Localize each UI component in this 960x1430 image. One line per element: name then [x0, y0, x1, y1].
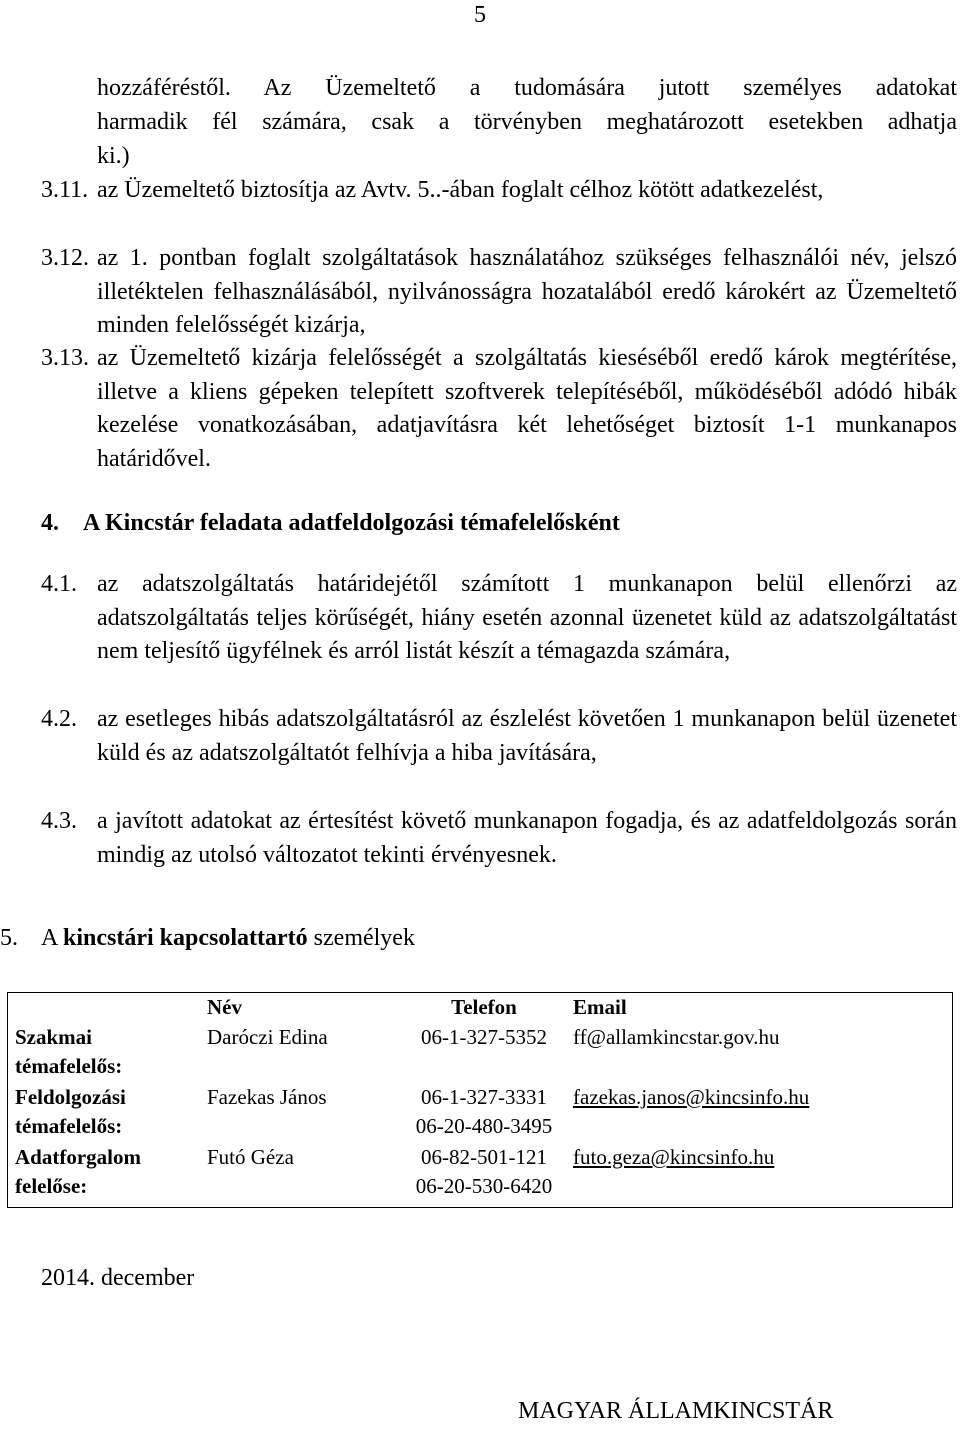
- role-cell: Feldolgozási témafelelős:: [15, 1084, 126, 1138]
- list-item: [41, 342, 957, 476]
- email-link[interactable]: fazekas.janos@kincsinfo.hu: [573, 1084, 810, 1109]
- phone-cell: 06-1-327-3331 06-20-480-3495: [415, 1084, 553, 1138]
- item-text: az adatszolgáltatás határidejétől számított 1 munkanapon belül ellenőrzi az adatszolgáltatás teljes körűségét, hiány esetén azonnal üzenetet küld az adatszolgáltatást nem teljesítő ügyfélnek és arról listát készít a témagazda számára,: [97, 571, 957, 664]
- name-cell: Daróczi Edina: [207, 1024, 328, 1049]
- item-number: 3.13.: [41, 345, 89, 371]
- item-number: 4.1.: [41, 571, 77, 597]
- list-item: [41, 174, 957, 208]
- list-item: [41, 242, 957, 343]
- table-row: [8, 1143, 953, 1207]
- section-number: 5.: [0, 925, 18, 951]
- header-name: Név: [207, 995, 242, 1019]
- name-cell: Futó Géza: [207, 1145, 294, 1170]
- role-cell: Adatforgalom felelőse:: [15, 1145, 141, 1199]
- phone-cell: 06-82-501-121 06-20-530-6420: [415, 1145, 553, 1199]
- list-item: [41, 568, 957, 669]
- footer-organization: MAGYAR ÁLLAMKINCSTÁR: [518, 1398, 834, 1424]
- table-header-row: [8, 993, 953, 1023]
- section-title-post: személyek: [307, 925, 415, 951]
- section-number: 4.: [41, 510, 59, 536]
- section-title-bold: kincstári kapcsolattartó: [63, 925, 308, 951]
- header-email: Email: [573, 995, 627, 1019]
- header-cell-empty: [8, 993, 208, 1023]
- item-text: az Üzemeltető kizárja felelősségét a szolgáltatás kieséséből eredő károk megtérítése, illetve a kliens gépeken telepített szoftverek telepítéséből, működéséből adódó hibák kezelése vonatkozásában, adatjavításra két lehetőséget biztosít 1-1 munkanapos határidővel.: [97, 345, 957, 472]
- item-number: 3.11.: [41, 177, 89, 203]
- phone-cell: 06-1-327-5352: [421, 1024, 547, 1049]
- page-number: 5: [474, 2, 486, 28]
- section-title: A Kincstár feladata adatfeldolgozási témafelelősként: [83, 510, 620, 536]
- intro-line-1: hozzáféréstől. Az Üzemeltető a tudomására jutott személyes adatokat: [97, 75, 957, 101]
- item-text: az Üzemeltető biztosítja az Avtv. 5..-ában foglalt célhoz kötött adatkezelést,: [97, 177, 824, 203]
- section-4-heading: [41, 510, 620, 537]
- item-number: 3.12.: [41, 245, 89, 271]
- header-phone: Telefon: [451, 995, 517, 1019]
- item-text: a javított adatokat az értesítést követő munkanapon fogadja, és az adatfeldolgozás során mindig az utolsó változatot tekinti érvényesnek.: [97, 808, 957, 868]
- item-number: 4.2.: [41, 706, 77, 732]
- intro-line-2: harmadik fél számára, csak a törvényben meghatározott esetekben adhatja: [97, 109, 957, 135]
- document-date: 2014. december: [41, 1265, 195, 1291]
- email-link[interactable]: futo.geza@kincsinfo.hu: [573, 1145, 775, 1170]
- item-number: 4.3.: [41, 808, 77, 834]
- name-cell: Fazekas János: [207, 1084, 327, 1109]
- role-cell: Szakmai témafelelős:: [15, 1024, 123, 1078]
- contacts-table: [7, 992, 953, 1208]
- list-item: [41, 703, 957, 770]
- intro-line-3: ki.): [97, 143, 130, 169]
- table-row: [8, 1083, 953, 1143]
- item-text: az 1. pontban foglalt szolgáltatások használatához szükséges felhasználói név, jelszó illetéktelen felhasználásából, nyilvánosságra hozatalából eredő károkért az Üzemeltető minden felelősségét kizárja,: [97, 245, 957, 338]
- section-title-pre: A: [41, 925, 64, 951]
- email-cell: ff@allamkincstar.gov.hu: [573, 1024, 780, 1049]
- item-text: az esetleges hibás adatszolgáltatásról az észlelést követően 1 munkanapon belül üzenetet küld és az adatszolgáltatót felhívja a hiba javítására,: [97, 706, 957, 766]
- list-item: [41, 805, 957, 872]
- table-row: [8, 1023, 953, 1083]
